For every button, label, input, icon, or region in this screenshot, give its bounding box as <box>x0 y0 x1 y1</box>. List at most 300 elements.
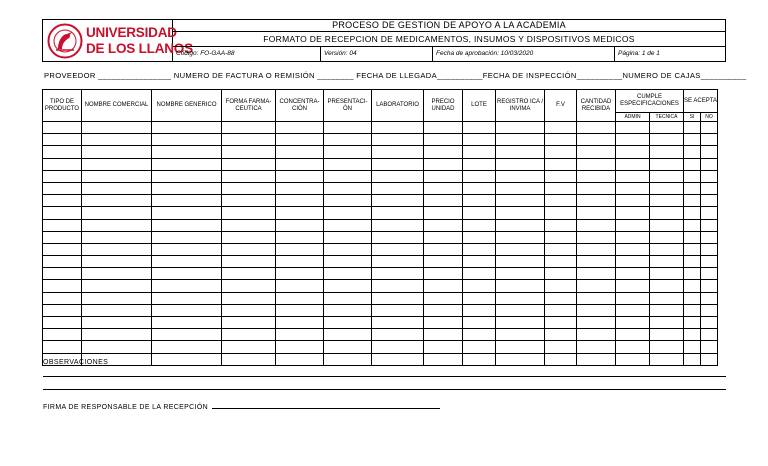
table-cell[interactable] <box>684 146 701 158</box>
table-cell[interactable] <box>276 146 324 158</box>
table-cell[interactable] <box>545 304 577 316</box>
table-cell[interactable] <box>424 146 463 158</box>
table-cell[interactable] <box>616 122 650 134</box>
table-cell[interactable] <box>577 158 616 170</box>
table-cell[interactable] <box>463 122 496 134</box>
table-cell[interactable] <box>701 353 718 365</box>
table-cell[interactable] <box>372 329 424 341</box>
table-cell[interactable] <box>684 158 701 170</box>
table-cell[interactable] <box>496 256 545 268</box>
table-cell[interactable] <box>616 170 650 182</box>
table-cell[interactable] <box>424 243 463 255</box>
table-cell[interactable] <box>82 195 152 207</box>
table-cell[interactable] <box>577 329 616 341</box>
table-cell[interactable] <box>276 219 324 231</box>
table-cell[interactable] <box>684 195 701 207</box>
table-cell[interactable] <box>152 158 222 170</box>
table-cell[interactable] <box>424 317 463 329</box>
table-cell[interactable] <box>577 341 616 353</box>
table-cell[interactable] <box>577 268 616 280</box>
table-cell[interactable] <box>545 231 577 243</box>
table-cell[interactable] <box>152 243 222 255</box>
table-cell[interactable] <box>463 219 496 231</box>
table-cell[interactable] <box>577 292 616 304</box>
signature-line[interactable] <box>212 402 440 409</box>
table-cell[interactable] <box>650 243 684 255</box>
table-cell[interactable] <box>496 304 545 316</box>
table-cell[interactable] <box>463 146 496 158</box>
table-cell[interactable] <box>424 304 463 316</box>
table-cell[interactable] <box>616 341 650 353</box>
table-cell[interactable] <box>152 231 222 243</box>
table-cell[interactable] <box>496 231 545 243</box>
table-cell[interactable] <box>650 134 684 146</box>
table-cell[interactable] <box>684 304 701 316</box>
table-cell[interactable] <box>424 353 463 365</box>
table-cell[interactable] <box>324 317 372 329</box>
table-cell[interactable] <box>424 329 463 341</box>
table-cell[interactable] <box>222 353 276 365</box>
table-cell[interactable] <box>43 280 82 292</box>
table-cell[interactable] <box>222 243 276 255</box>
table-cell[interactable] <box>701 170 718 182</box>
table-cell[interactable] <box>496 207 545 219</box>
table-cell[interactable] <box>545 207 577 219</box>
table-cell[interactable] <box>545 317 577 329</box>
table-cell[interactable] <box>496 219 545 231</box>
table-cell[interactable] <box>82 146 152 158</box>
table-cell[interactable] <box>222 341 276 353</box>
table-cell[interactable] <box>684 329 701 341</box>
table-cell[interactable] <box>324 268 372 280</box>
table-cell[interactable] <box>577 231 616 243</box>
table-cell[interactable] <box>496 195 545 207</box>
table-cell[interactable] <box>276 292 324 304</box>
table-cell[interactable] <box>701 158 718 170</box>
table-cell[interactable] <box>276 158 324 170</box>
table-cell[interactable] <box>577 353 616 365</box>
table-cell[interactable] <box>496 268 545 280</box>
table-cell[interactable] <box>372 317 424 329</box>
table-cell[interactable] <box>276 329 324 341</box>
table-cell[interactable] <box>701 122 718 134</box>
table-cell[interactable] <box>424 170 463 182</box>
table-cell[interactable] <box>545 158 577 170</box>
table-cell[interactable] <box>152 341 222 353</box>
table-cell[interactable] <box>616 134 650 146</box>
table-cell[interactable] <box>82 243 152 255</box>
table-cell[interactable] <box>372 341 424 353</box>
table-cell[interactable] <box>616 317 650 329</box>
table-cell[interactable] <box>276 170 324 182</box>
table-cell[interactable] <box>324 329 372 341</box>
table-cell[interactable] <box>684 170 701 182</box>
table-cell[interactable] <box>650 280 684 292</box>
table-cell[interactable] <box>324 158 372 170</box>
table-cell[interactable] <box>684 207 701 219</box>
table-cell[interactable] <box>496 182 545 194</box>
table-cell[interactable] <box>276 243 324 255</box>
table-cell[interactable] <box>222 256 276 268</box>
table-cell[interactable] <box>372 146 424 158</box>
table-cell[interactable] <box>577 280 616 292</box>
table-cell[interactable] <box>276 341 324 353</box>
table-cell[interactable] <box>43 207 82 219</box>
table-cell[interactable] <box>577 195 616 207</box>
table-cell[interactable] <box>424 341 463 353</box>
table-cell[interactable] <box>222 268 276 280</box>
table-cell[interactable] <box>152 280 222 292</box>
table-cell[interactable] <box>424 158 463 170</box>
table-cell[interactable] <box>152 219 222 231</box>
table-cell[interactable] <box>43 256 82 268</box>
table-cell[interactable] <box>324 341 372 353</box>
table-cell[interactable] <box>43 195 82 207</box>
table-cell[interactable] <box>43 158 82 170</box>
table-cell[interactable] <box>684 256 701 268</box>
table-cell[interactable] <box>701 231 718 243</box>
table-cell[interactable] <box>424 122 463 134</box>
table-cell[interactable] <box>372 182 424 194</box>
table-cell[interactable] <box>276 256 324 268</box>
table-cell[interactable] <box>616 256 650 268</box>
table-cell[interactable] <box>684 292 701 304</box>
table-cell[interactable] <box>424 256 463 268</box>
table-cell[interactable] <box>43 122 82 134</box>
table-cell[interactable] <box>222 134 276 146</box>
table-cell[interactable] <box>545 146 577 158</box>
table-cell[interactable] <box>463 256 496 268</box>
table-cell[interactable] <box>324 292 372 304</box>
table-cell[interactable] <box>545 243 577 255</box>
table-cell[interactable] <box>684 243 701 255</box>
table-cell[interactable] <box>372 231 424 243</box>
table-cell[interactable] <box>222 219 276 231</box>
table-cell[interactable] <box>577 256 616 268</box>
table-cell[interactable] <box>152 134 222 146</box>
table-cell[interactable] <box>545 195 577 207</box>
table-cell[interactable] <box>463 182 496 194</box>
table-cell[interactable] <box>701 292 718 304</box>
table-cell[interactable] <box>650 219 684 231</box>
table-cell[interactable] <box>496 243 545 255</box>
table-cell[interactable] <box>276 280 324 292</box>
table-cell[interactable] <box>276 304 324 316</box>
table-cell[interactable] <box>43 317 82 329</box>
table-cell[interactable] <box>496 341 545 353</box>
table-cell[interactable] <box>276 134 324 146</box>
table-cell[interactable] <box>496 146 545 158</box>
table-cell[interactable] <box>577 134 616 146</box>
table-cell[interactable] <box>650 146 684 158</box>
table-cell[interactable] <box>424 207 463 219</box>
table-cell[interactable] <box>684 341 701 353</box>
table-cell[interactable] <box>701 146 718 158</box>
table-cell[interactable] <box>545 353 577 365</box>
table-cell[interactable] <box>43 170 82 182</box>
table-cell[interactable] <box>701 256 718 268</box>
table-cell[interactable] <box>650 304 684 316</box>
table-cell[interactable] <box>650 122 684 134</box>
table-cell[interactable] <box>463 158 496 170</box>
table-cell[interactable] <box>496 329 545 341</box>
table-cell[interactable] <box>701 134 718 146</box>
table-cell[interactable] <box>276 195 324 207</box>
table-cell[interactable] <box>496 280 545 292</box>
table-cell[interactable] <box>324 231 372 243</box>
table-cell[interactable] <box>152 146 222 158</box>
table-cell[interactable] <box>616 329 650 341</box>
table-cell[interactable] <box>372 195 424 207</box>
table-cell[interactable] <box>222 292 276 304</box>
table-cell[interactable] <box>616 353 650 365</box>
table-cell[interactable] <box>222 170 276 182</box>
table-cell[interactable] <box>650 268 684 280</box>
table-cell[interactable] <box>324 146 372 158</box>
table-cell[interactable] <box>276 182 324 194</box>
table-cell[interactable] <box>82 231 152 243</box>
table-cell[interactable] <box>43 341 82 353</box>
table-cell[interactable] <box>372 268 424 280</box>
table-cell[interactable] <box>701 317 718 329</box>
table-cell[interactable] <box>43 231 82 243</box>
table-cell[interactable] <box>222 122 276 134</box>
table-cell[interactable] <box>701 341 718 353</box>
table-cell[interactable] <box>424 231 463 243</box>
table-cell[interactable] <box>577 207 616 219</box>
table-cell[interactable] <box>496 292 545 304</box>
table-cell[interactable] <box>222 317 276 329</box>
table-cell[interactable] <box>684 317 701 329</box>
table-cell[interactable] <box>372 256 424 268</box>
table-cell[interactable] <box>372 304 424 316</box>
table-cell[interactable] <box>463 280 496 292</box>
table-cell[interactable] <box>372 170 424 182</box>
table-cell[interactable] <box>82 317 152 329</box>
table-cell[interactable] <box>372 243 424 255</box>
table-cell[interactable] <box>324 134 372 146</box>
table-cell[interactable] <box>152 182 222 194</box>
table-cell[interactable] <box>324 122 372 134</box>
table-cell[interactable] <box>424 134 463 146</box>
table-cell[interactable] <box>616 243 650 255</box>
table-cell[interactable] <box>424 280 463 292</box>
table-cell[interactable] <box>577 122 616 134</box>
table-cell[interactable] <box>545 341 577 353</box>
table-cell[interactable] <box>82 182 152 194</box>
table-cell[interactable] <box>152 256 222 268</box>
table-cell[interactable] <box>701 195 718 207</box>
table-cell[interactable] <box>152 207 222 219</box>
table-cell[interactable] <box>616 207 650 219</box>
table-cell[interactable] <box>152 195 222 207</box>
table-cell[interactable] <box>43 243 82 255</box>
table-cell[interactable] <box>152 329 222 341</box>
table-cell[interactable] <box>577 170 616 182</box>
table-cell[interactable] <box>372 207 424 219</box>
table-cell[interactable] <box>684 231 701 243</box>
table-cell[interactable] <box>701 207 718 219</box>
table-cell[interactable] <box>372 134 424 146</box>
table-cell[interactable] <box>496 122 545 134</box>
table-cell[interactable] <box>43 304 82 316</box>
table-cell[interactable] <box>684 353 701 365</box>
table-cell[interactable] <box>545 134 577 146</box>
table-cell[interactable] <box>650 231 684 243</box>
table-cell[interactable] <box>684 134 701 146</box>
table-cell[interactable] <box>463 353 496 365</box>
table-cell[interactable] <box>616 268 650 280</box>
table-cell[interactable] <box>82 158 152 170</box>
table-cell[interactable] <box>43 182 82 194</box>
table-cell[interactable] <box>545 122 577 134</box>
table-cell[interactable] <box>152 170 222 182</box>
table-cell[interactable] <box>496 170 545 182</box>
observaciones-line[interactable] <box>43 389 726 390</box>
table-cell[interactable] <box>424 292 463 304</box>
table-cell[interactable] <box>82 170 152 182</box>
table-cell[interactable] <box>650 317 684 329</box>
table-cell[interactable] <box>82 329 152 341</box>
table-cell[interactable] <box>43 219 82 231</box>
table-cell[interactable] <box>496 353 545 365</box>
table-cell[interactable] <box>463 243 496 255</box>
table-cell[interactable] <box>463 329 496 341</box>
table-cell[interactable] <box>545 268 577 280</box>
table-cell[interactable] <box>324 207 372 219</box>
table-cell[interactable] <box>650 341 684 353</box>
table-cell[interactable] <box>324 353 372 365</box>
table-cell[interactable] <box>222 304 276 316</box>
table-cell[interactable] <box>324 182 372 194</box>
table-cell[interactable] <box>82 341 152 353</box>
table-cell[interactable] <box>701 219 718 231</box>
table-cell[interactable] <box>222 182 276 194</box>
table-cell[interactable] <box>616 195 650 207</box>
table-cell[interactable] <box>152 353 222 365</box>
table-cell[interactable] <box>222 329 276 341</box>
table-cell[interactable] <box>324 195 372 207</box>
table-cell[interactable] <box>577 219 616 231</box>
table-cell[interactable] <box>222 231 276 243</box>
table-cell[interactable] <box>463 170 496 182</box>
table-cell[interactable] <box>701 280 718 292</box>
table-cell[interactable] <box>222 280 276 292</box>
table-cell[interactable] <box>424 268 463 280</box>
table-cell[interactable] <box>701 268 718 280</box>
table-cell[interactable] <box>684 280 701 292</box>
table-cell[interactable] <box>152 268 222 280</box>
table-cell[interactable] <box>43 268 82 280</box>
table-cell[interactable] <box>424 195 463 207</box>
table-cell[interactable] <box>545 256 577 268</box>
table-cell[interactable] <box>616 182 650 194</box>
table-cell[interactable] <box>701 243 718 255</box>
table-cell[interactable] <box>650 256 684 268</box>
table-cell[interactable] <box>616 158 650 170</box>
table-cell[interactable] <box>82 134 152 146</box>
table-cell[interactable] <box>577 243 616 255</box>
table-cell[interactable] <box>43 292 82 304</box>
table-cell[interactable] <box>545 219 577 231</box>
table-cell[interactable] <box>82 268 152 280</box>
table-cell[interactable] <box>276 317 324 329</box>
table-cell[interactable] <box>372 158 424 170</box>
table-cell[interactable] <box>616 292 650 304</box>
table-cell[interactable] <box>324 170 372 182</box>
observaciones-line[interactable] <box>43 376 726 377</box>
table-cell[interactable] <box>324 280 372 292</box>
table-cell[interactable] <box>463 292 496 304</box>
table-cell[interactable] <box>372 122 424 134</box>
table-cell[interactable] <box>152 122 222 134</box>
table-cell[interactable] <box>82 256 152 268</box>
table-cell[interactable] <box>650 170 684 182</box>
table-cell[interactable] <box>650 207 684 219</box>
table-cell[interactable] <box>424 219 463 231</box>
table-cell[interactable] <box>463 231 496 243</box>
table-cell[interactable] <box>616 304 650 316</box>
table-cell[interactable] <box>82 219 152 231</box>
table-cell[interactable] <box>82 304 152 316</box>
table-cell[interactable] <box>43 146 82 158</box>
table-cell[interactable] <box>650 353 684 365</box>
table-cell[interactable] <box>276 268 324 280</box>
table-cell[interactable] <box>496 158 545 170</box>
table-cell[interactable] <box>463 134 496 146</box>
table-cell[interactable] <box>424 182 463 194</box>
table-cell[interactable] <box>650 329 684 341</box>
table-cell[interactable] <box>577 317 616 329</box>
table-cell[interactable] <box>496 317 545 329</box>
table-cell[interactable] <box>701 182 718 194</box>
table-cell[interactable] <box>152 317 222 329</box>
table-cell[interactable] <box>463 207 496 219</box>
table-cell[interactable] <box>684 122 701 134</box>
table-cell[interactable] <box>701 304 718 316</box>
table-cell[interactable] <box>152 304 222 316</box>
table-cell[interactable] <box>616 146 650 158</box>
table-cell[interactable] <box>324 243 372 255</box>
table-cell[interactable] <box>684 182 701 194</box>
table-cell[interactable] <box>684 268 701 280</box>
table-cell[interactable] <box>82 292 152 304</box>
table-cell[interactable] <box>276 122 324 134</box>
table-cell[interactable] <box>577 182 616 194</box>
table-cell[interactable] <box>545 280 577 292</box>
table-cell[interactable] <box>650 182 684 194</box>
table-cell[interactable] <box>616 231 650 243</box>
table-cell[interactable] <box>684 219 701 231</box>
table-cell[interactable] <box>276 353 324 365</box>
table-cell[interactable] <box>152 292 222 304</box>
table-cell[interactable] <box>222 207 276 219</box>
table-cell[interactable] <box>222 158 276 170</box>
table-cell[interactable] <box>545 170 577 182</box>
table-cell[interactable] <box>496 134 545 146</box>
table-cell[interactable] <box>545 329 577 341</box>
table-cell[interactable] <box>577 304 616 316</box>
table-cell[interactable] <box>650 195 684 207</box>
table-cell[interactable] <box>43 329 82 341</box>
table-cell[interactable] <box>222 195 276 207</box>
table-cell[interactable] <box>463 317 496 329</box>
table-cell[interactable] <box>82 280 152 292</box>
table-cell[interactable] <box>372 219 424 231</box>
table-cell[interactable] <box>324 219 372 231</box>
table-cell[interactable] <box>463 304 496 316</box>
table-cell[interactable] <box>276 231 324 243</box>
